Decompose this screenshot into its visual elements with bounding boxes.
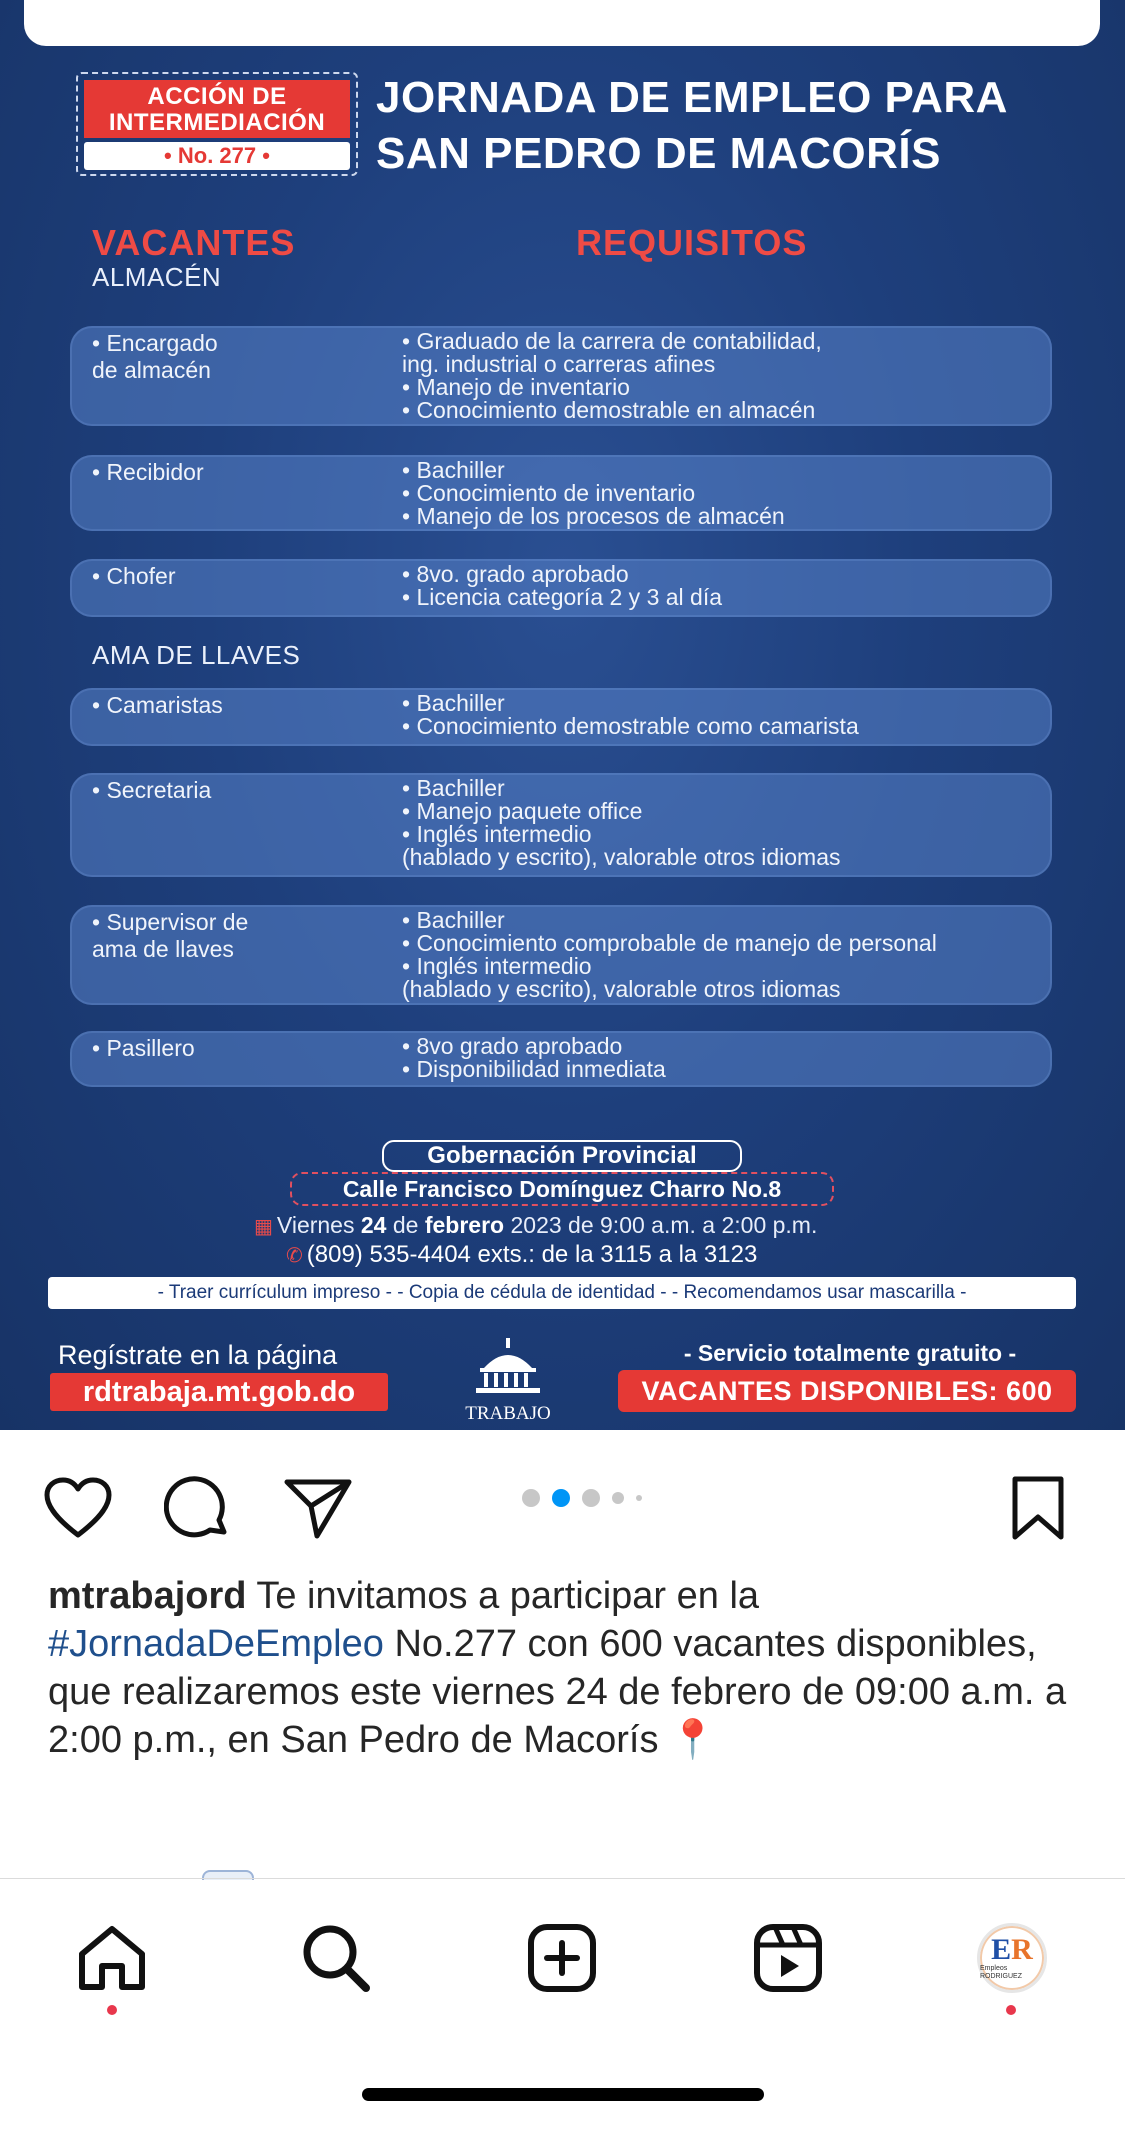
poster-title-line-1: JORNADA DE EMPLEO PARA (376, 73, 1008, 122)
vacancy-row (70, 455, 1052, 531)
comment-button[interactable] (160, 1470, 236, 1546)
vacancy-row (70, 1031, 1052, 1087)
home-icon (76, 1924, 148, 1992)
home-notification-dot (107, 2005, 117, 2015)
vacancy-title: • Recibidor (92, 459, 204, 485)
vacancy-title: • Camaristas (92, 692, 223, 718)
section-ama-de-llaves: AMA DE LLAVES (92, 640, 301, 670)
requirement-item: • Disponibilidad inmediata (402, 1056, 666, 1082)
requirement-item: • Manejo de inventario (402, 374, 630, 400)
caption-text-rest: No.277 con 600 vacantes disponibles, que realizaremos este viernes 24 de febrero de 09:00 a.m. a 2:00 p.m., en San Pedro de Macorís 📍 (48, 1623, 1067, 1761)
location-title: Gobernación Provincial (382, 1140, 742, 1172)
ministry-logo (452, 1338, 564, 1422)
address: Calle Francisco Domínguez Charro No.8 (290, 1172, 834, 1206)
vacancy-requirements (402, 330, 1052, 422)
vacancy-row (70, 905, 1052, 1005)
phone-line: ✆ (809) 535-4404 exts.: de la 3115 a la 3123 (286, 1241, 758, 1268)
vacancy-title: • Secretaria (92, 777, 212, 803)
poster-title (376, 70, 1096, 182)
requirement-item: • Graduado de la carrera de contabilidad, ing. industrial o carreras afines (402, 328, 822, 377)
calendar-icon: ▦ (254, 1216, 273, 1238)
caption-hashtag[interactable]: #JornadaDeEmpleo (48, 1623, 384, 1665)
vacancy-requirements (402, 692, 1052, 738)
requirement-item: • 8vo grado aprobado (402, 1033, 623, 1059)
bookmark-icon (1009, 1475, 1067, 1541)
nav-reels[interactable] (748, 1918, 828, 1998)
logo-text: TRABAJO (465, 1403, 551, 1424)
requirements-notice: - Traer currículum impreso - - Copia de cédula de identidad - - Recomendamos usar mascarilla - (48, 1277, 1076, 1309)
carousel-dot (582, 1489, 600, 1507)
nav-home[interactable] (72, 1918, 152, 1998)
carousel-dot (612, 1492, 624, 1504)
vacancy-title: • Supervisor de ama de llaves (92, 909, 249, 962)
send-icon (283, 1476, 353, 1540)
vacancy-requirements (402, 777, 1052, 869)
vacancy-row (70, 773, 1052, 877)
requirement-item: • 8vo. grado aprobado (402, 561, 629, 587)
intermediation-badge (76, 72, 358, 176)
profile-initials: ER (991, 1933, 1033, 1966)
requirement-item: • Licencia categoría 2 y 3 al día (402, 584, 723, 610)
nav-search[interactable] (296, 1918, 376, 1998)
dome-icon (464, 1338, 552, 1396)
requirement-item: • Bachiller (402, 907, 505, 933)
vacancy-title: • Pasillero (92, 1035, 195, 1061)
carousel-dot-active (552, 1489, 570, 1507)
vacancy-title: • Chofer (92, 563, 176, 589)
caption-text: Te invitamos a participar en la (246, 1575, 760, 1617)
register-url: rdtrabaja.mt.gob.do (50, 1373, 388, 1411)
register-label: Regístrate en la página (58, 1340, 338, 1370)
like-button[interactable] (40, 1470, 116, 1546)
section-almacen: ALMACÉN (92, 262, 222, 292)
date-line: ▦ Viernes 24 de febrero 2023 de 9:00 a.m. a 2:00 p.m. (254, 1212, 818, 1238)
profile-avatar (977, 1923, 1047, 1993)
plus-square-icon (527, 1923, 597, 1993)
share-button[interactable] (280, 1470, 356, 1546)
post-caption (48, 1572, 1088, 1764)
reels-icon (753, 1923, 823, 1993)
vacancy-row (70, 326, 1052, 426)
phone-icon: ✆ (286, 1245, 303, 1267)
comment-icon (164, 1474, 232, 1542)
vacancy-title: • Encargado de almacén (92, 330, 218, 383)
vacantes-heading: VACANTES (92, 222, 296, 263)
free-service-label: - Servicio totalmente gratuito - (683, 1340, 1017, 1366)
badge-title (84, 80, 350, 138)
requirement-item: • Inglés intermedio (hablado y escrito), valorable otros idiomas (402, 953, 841, 1002)
vacancy-requirements (402, 563, 1052, 609)
carousel-indicator (522, 1488, 642, 1508)
bottom-nav (0, 1880, 1125, 2080)
vacancy-requirements (402, 459, 1052, 528)
profile-sub: Empleos RODRIGUEZ (980, 1965, 1022, 1980)
home-indicator (362, 2088, 764, 2101)
vacancy-row (70, 688, 1052, 746)
profile-notification-dot (1006, 2005, 1016, 2015)
save-button[interactable] (1000, 1470, 1076, 1546)
requisitos-heading: REQUISITOS (576, 222, 808, 263)
requirement-item: • Bachiller (402, 775, 505, 801)
requirement-item: • Conocimiento demostrable en almacén (402, 397, 816, 423)
badge-number: • No. 277 • (84, 142, 350, 170)
requirement-item: • Manejo paquete office (402, 798, 643, 824)
requirement-item: • Inglés intermedio (hablado y escrito), valorable otros idiomas (402, 821, 841, 870)
poster-title-line-2: SAN PEDRO DE MACORÍS (376, 129, 941, 178)
nav-create[interactable] (522, 1918, 602, 1998)
heart-icon (43, 1476, 113, 1540)
requirement-item: • Manejo de los procesos de almacén (402, 503, 785, 529)
requirement-item: • Bachiller (402, 690, 505, 716)
vacancy-requirements (402, 1035, 1052, 1081)
nav-profile[interactable] (972, 1918, 1052, 1998)
requirement-item: • Conocimiento demostrable como camarista (402, 713, 859, 739)
previous-post-card-edge (24, 0, 1100, 46)
vacancy-requirements (402, 909, 1052, 1001)
requirement-item: • Conocimiento comprobable de manejo de personal (402, 930, 937, 956)
requirement-item: • Bachiller (402, 457, 505, 483)
badge-line-2: INTERMEDIACIÓN (108, 109, 326, 136)
nav-divider (0, 1878, 1125, 1879)
carousel-dot (522, 1489, 540, 1507)
badge-line-1: ACCIÓN DE (147, 83, 287, 110)
search-icon (300, 1922, 372, 1994)
requirement-item: • Conocimiento de inventario (402, 480, 696, 506)
vacancy-row (70, 559, 1052, 617)
carousel-dot (636, 1495, 642, 1501)
caption-username[interactable]: mtrabajord (48, 1575, 247, 1617)
available-vacancies: VACANTES DISPONIBLES: 600 (618, 1370, 1076, 1412)
